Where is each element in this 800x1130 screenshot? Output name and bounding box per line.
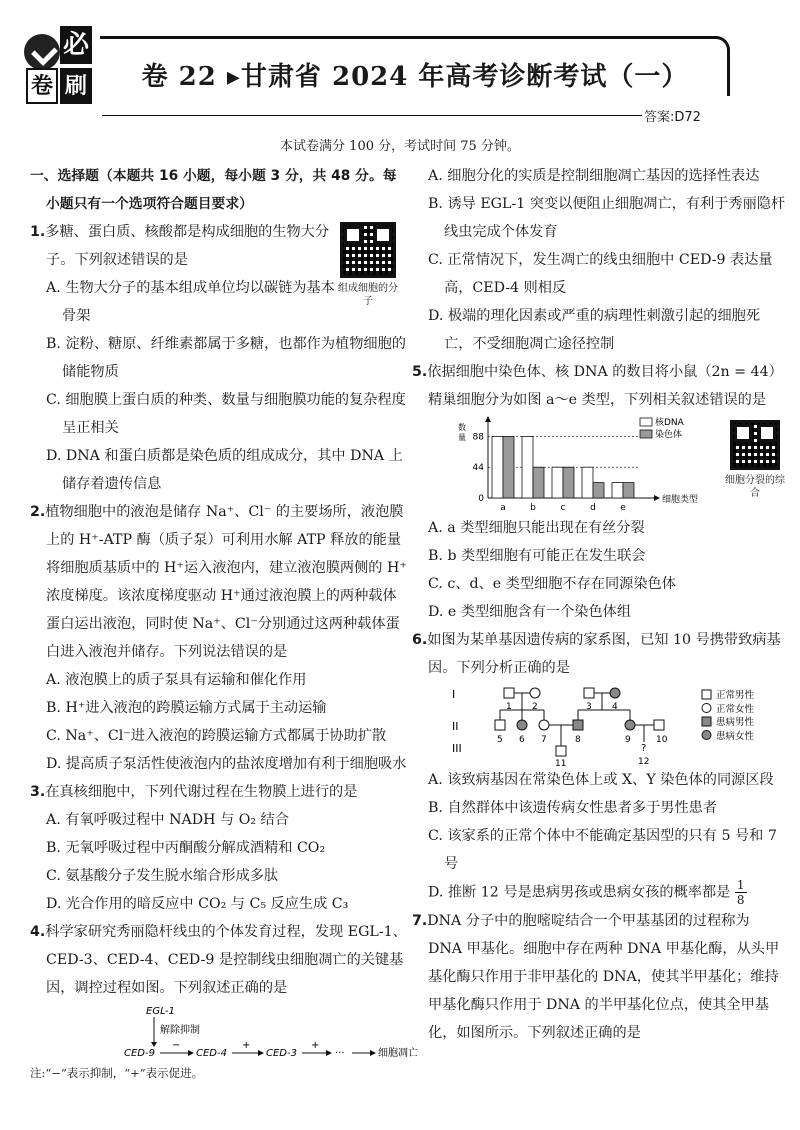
generation-label: II [452, 720, 459, 733]
effect-plus: + [311, 1040, 320, 1051]
check-badge-icon [24, 34, 60, 70]
x-axis-label: 细胞类型 [662, 495, 699, 505]
release-label: 解除抑制 [160, 1025, 200, 1036]
legend-label: 核DNA [655, 418, 684, 428]
fraction-denominator: 8 [736, 893, 745, 907]
individual-8-affected-male [573, 720, 583, 730]
option-a[interactable]: A. 该致病基因在常染色体上或 X、Y 染色体的同源区段 [428, 772, 774, 788]
option-b[interactable]: B. 淀粉、糖原、纤维素都属于多糖，也都作为植物细胞的储能物质 [46, 336, 406, 380]
option-c[interactable]: C. c、d、e 类型细胞不存在同源染色体 [428, 576, 676, 592]
id-label: 11 [555, 759, 567, 766]
fraction [735, 878, 747, 907]
id-label: 1 [506, 702, 512, 712]
option-d-text: D. 推断 12 号是患病男孩或患病女孩的概率都是 [428, 884, 731, 901]
y-axis-label: 量 [458, 433, 466, 442]
option-c[interactable]: C. 该家系的正常个体中不能确定基因型的只有 5 号和 7 号 [428, 828, 777, 872]
arrow-head-icon [326, 1050, 332, 1056]
question-4-options [412, 162, 787, 358]
question-6 [412, 626, 787, 907]
x-tick-label: a [500, 503, 506, 513]
brand-logo [20, 20, 98, 112]
ellipsis: ··· [335, 1048, 345, 1059]
individual-4-affected-female [610, 688, 620, 698]
individual-7-normal-female [539, 720, 549, 730]
option-b[interactable]: B. H⁺进入液泡的跨膜运输方式属于主动运输 [46, 700, 327, 716]
question-2 [30, 498, 410, 778]
question-stem: 科学家研究秀丽隐杆线虫的个体发育过程，发现 EGL-1、CED-3、CED-4、CED-9 是控制线虫细胞凋亡的关键基因，调控过程如图。下列叙述正确的是 [45, 924, 407, 996]
id-label: 6 [519, 735, 525, 745]
option-c[interactable]: C. Na⁺、Cl⁻进入液泡的跨膜运输方式都属于协助扩散 [46, 728, 387, 744]
x-tick-label: c [560, 503, 566, 513]
logo-char: 必 [60, 26, 92, 64]
legend-label: 患病男性 [716, 717, 755, 728]
id-label: 12 [638, 757, 650, 766]
unknown-mark: ? [641, 743, 647, 754]
generation-label: III [452, 742, 462, 755]
option-c[interactable]: C. 正常情况下，发生凋亡的线虫细胞中 CED-9 表达量高，CED-4 则相反 [428, 252, 773, 296]
arrow-head-icon [258, 1050, 264, 1056]
apoptosis-pathway-diagram [80, 1002, 440, 1064]
legend-label: 染色体 [655, 430, 683, 440]
left-column [30, 162, 418, 1082]
question-stem: 依据细胞中染色体、核 DNA 的数目将小鼠（2n = 44）精巢细胞分为如图 a～e 类型，下列相关叙述错误的是 [427, 364, 783, 408]
bar-chromosome [563, 467, 574, 498]
individual-5-normal-male [495, 720, 505, 730]
option-a[interactable]: A. 有氧呼吸过程中 NADH 与 O₂ 结合 [46, 812, 289, 828]
question-stem: DNA 分子中的胞嘧啶结合一个甲基基团的过程称为 DNA 甲基化。细胞中存在两种 DNA 甲基化酶，从头甲基化酶只作用于非甲基化的 DNA，使其半甲基化；维持甲基化酶只作用于 DNA 的半甲基化位点，使其全甲基化，如图所示。下列叙述正确的是 [427, 913, 780, 1041]
bar-dna [612, 483, 623, 498]
question-5 [412, 358, 787, 626]
effect-minus: − [172, 1040, 181, 1051]
option-d[interactable]: D. 提高质子泵活性使液泡内的盐浓度增加有利于细胞吸水 [46, 756, 407, 772]
id-label: 9 [625, 735, 631, 745]
gene-ced4: CED-4 [196, 1048, 227, 1059]
question-number: 1. [30, 224, 46, 240]
id-label: 10 [656, 735, 668, 745]
option-a[interactable]: A. 液泡膜上的质子泵具有运输和催化作用 [46, 672, 307, 688]
legend-affected-male-icon [702, 717, 711, 726]
option-a[interactable]: A. 细胞分化的实质是控制细胞凋亡基因的选择性表达 [428, 168, 760, 184]
figure-note: 注:“−”表示抑制，“+”表示促进。 [30, 1066, 204, 1080]
option-a[interactable]: A. a 类型细胞只能出现在有丝分裂 [428, 520, 645, 536]
legend-label: 正常女性 [716, 704, 755, 715]
legend-label: 正常男性 [716, 690, 755, 701]
effect-plus: + [242, 1040, 251, 1051]
x-axis-arrow-icon [654, 495, 660, 501]
y-axis-arrow-icon [485, 416, 491, 422]
option-d[interactable]: D. DNA 和蛋白质都是染色质的组成成分，其中 DNA 上储存着遗传信息 [46, 448, 403, 492]
id-label: 7 [541, 735, 547, 745]
legend-swatch [640, 418, 652, 426]
y-axis-label: 数 [458, 423, 466, 432]
legend-normal-male-icon [702, 690, 711, 699]
id-label: 3 [586, 702, 592, 712]
apoptosis-label: 细胞凋亡 [378, 1048, 418, 1059]
qr-code-icon[interactable] [730, 420, 780, 470]
bar-dna [582, 467, 593, 498]
arrow-head-icon [188, 1050, 194, 1056]
option-d[interactable]: D. 极端的理化因素或严重的病理性刺激引起的细胞死亡，不受细胞凋亡途径控制 [428, 308, 761, 352]
bar-dna [492, 436, 503, 498]
gene-ced3: CED-3 [266, 1048, 297, 1059]
qr-caption: 细胞分裂的综合 [725, 475, 785, 499]
question-3 [30, 778, 410, 918]
individual-2-normal-female [530, 688, 540, 698]
paper-title: 卷 22 ▸甘肃省 2024 年高考诊断考试（一） [141, 62, 689, 92]
option-d[interactable]: D. 光合作用的暗反应中 CO₂ 与 C₅ 反应生成 C₃ [46, 896, 349, 912]
option-b[interactable]: B. b 类型细胞有可能正在发生联会 [428, 548, 646, 564]
question-stem: 在真核细胞中，下列代谢过程在生物膜上进行的是 [45, 784, 358, 800]
arrow-head-icon [151, 1042, 157, 1047]
legend-normal-female-icon [702, 704, 711, 713]
option-b[interactable]: B. 无氧呼吸过程中丙酮酸分解成酒精和 CO₂ [46, 840, 326, 856]
logo-char: 卷 [26, 68, 58, 104]
exam-intro: 本试卷满分 100 分，考试时间 75 分钟。 [280, 139, 520, 154]
bar-chromosome [533, 467, 544, 498]
option-b[interactable]: B. 诱导 EGL-1 突变以便阻止细胞凋亡，有利于秀丽隐杆线虫完成个体发育 [428, 196, 786, 240]
arrow-head-icon [370, 1050, 376, 1056]
individual-1-normal-male [504, 688, 514, 698]
bar-dna [552, 467, 563, 498]
x-tick-label: e [620, 503, 626, 513]
option-d[interactable] [412, 878, 787, 907]
fraction-numerator: 1 [736, 878, 745, 892]
individual-9-affected-female [625, 720, 635, 730]
y-tick-label: 0 [478, 494, 484, 504]
option-b[interactable]: B. 自然群体中该遗传病女性患者多于男性患者 [428, 800, 718, 816]
question-4 [30, 918, 418, 1082]
cell-type-bar-chart [452, 414, 752, 514]
individual-11-normal-male [556, 746, 566, 756]
id-label: 2 [532, 702, 538, 712]
answer-code: 答案:D72 [644, 110, 701, 125]
id-label: 8 [575, 735, 581, 745]
question-number: 5. [412, 364, 428, 380]
individual-3-normal-male [584, 688, 594, 698]
x-tick-label: b [530, 503, 536, 513]
qr-caption: 组成细胞的分子 [338, 283, 398, 307]
option-a[interactable]: A. 生物大分子的基本组成单位均以碳链为基本骨架 [46, 280, 335, 324]
bar-chromosome [623, 483, 634, 498]
question-number: 2. [30, 504, 46, 520]
question-1 [30, 218, 410, 498]
individual-10-normal-male [654, 720, 664, 730]
bar-chromosome [593, 483, 604, 498]
generation-label: I [452, 688, 456, 701]
right-column [412, 162, 787, 1047]
pedigree-chart [412, 682, 782, 766]
bar-dna [522, 436, 533, 498]
question-number: 7. [412, 913, 428, 929]
question-stem: 如图为某单基因遗传病的家系图，已知 10 号携带致病基因。下列分析正确的是 [427, 632, 781, 676]
individual-6-affected-female [517, 720, 527, 730]
question-number: 4. [30, 924, 46, 940]
option-d[interactable]: D. e 类型细胞含有一个染色体组 [428, 604, 632, 620]
logo-char: 刷 [60, 68, 92, 104]
legend-swatch [640, 430, 652, 438]
question-stem: 多糖、蛋白质、核酸都是构成细胞的生物大分子。下列叙述错误的是 [45, 224, 330, 268]
section-heading: 一、选择题（本题共 16 小题，每小题 3 分，共 48 分。每小题只有一个选项符合题目要求） [30, 168, 397, 212]
y-tick-label: 44 [472, 463, 484, 474]
question-7 [412, 907, 787, 1047]
legend-affected-female-icon [702, 731, 711, 740]
y-tick-label: 88 [472, 432, 484, 443]
option-c[interactable]: C. 氨基酸分子发生脱水缩合形成多肽 [46, 868, 279, 884]
qr-code-icon[interactable] [340, 222, 396, 278]
page-header [20, 20, 780, 125]
question-number: 3. [30, 784, 46, 800]
gene-ced9: CED-9 [124, 1048, 155, 1059]
question-stem: 植物细胞中的液泡是储存 Na⁺、Cl⁻ 的主要场所，液泡膜上的 H⁺-ATP 酶（质子泵）可利用水解 ATP 释放的能量将细胞质基质中的 H⁺运入液泡内，建立液泡膜两侧的 H⁺浓度梯度。该浓度梯度驱动 H⁺通过液泡膜上的两种载体蛋白运出液泡，同时使 Na⁺、Cl⁻分别通过这两种载体蛋白进入液泡并储存。下列说法错误的是 [45, 504, 407, 660]
legend-label: 患病女性 [716, 731, 755, 742]
question-number: 6. [412, 632, 428, 648]
gene-egl1: EGL-1 [146, 1006, 175, 1017]
x-tick-label: d [590, 503, 596, 513]
option-c[interactable]: C. 细胞膜上蛋白质的种类、数量与细胞膜功能的复杂程度呈正相关 [46, 392, 406, 436]
bar-chromosome [503, 436, 514, 498]
id-label: 5 [497, 735, 503, 745]
id-label: 4 [612, 702, 618, 712]
divider [102, 115, 642, 116]
